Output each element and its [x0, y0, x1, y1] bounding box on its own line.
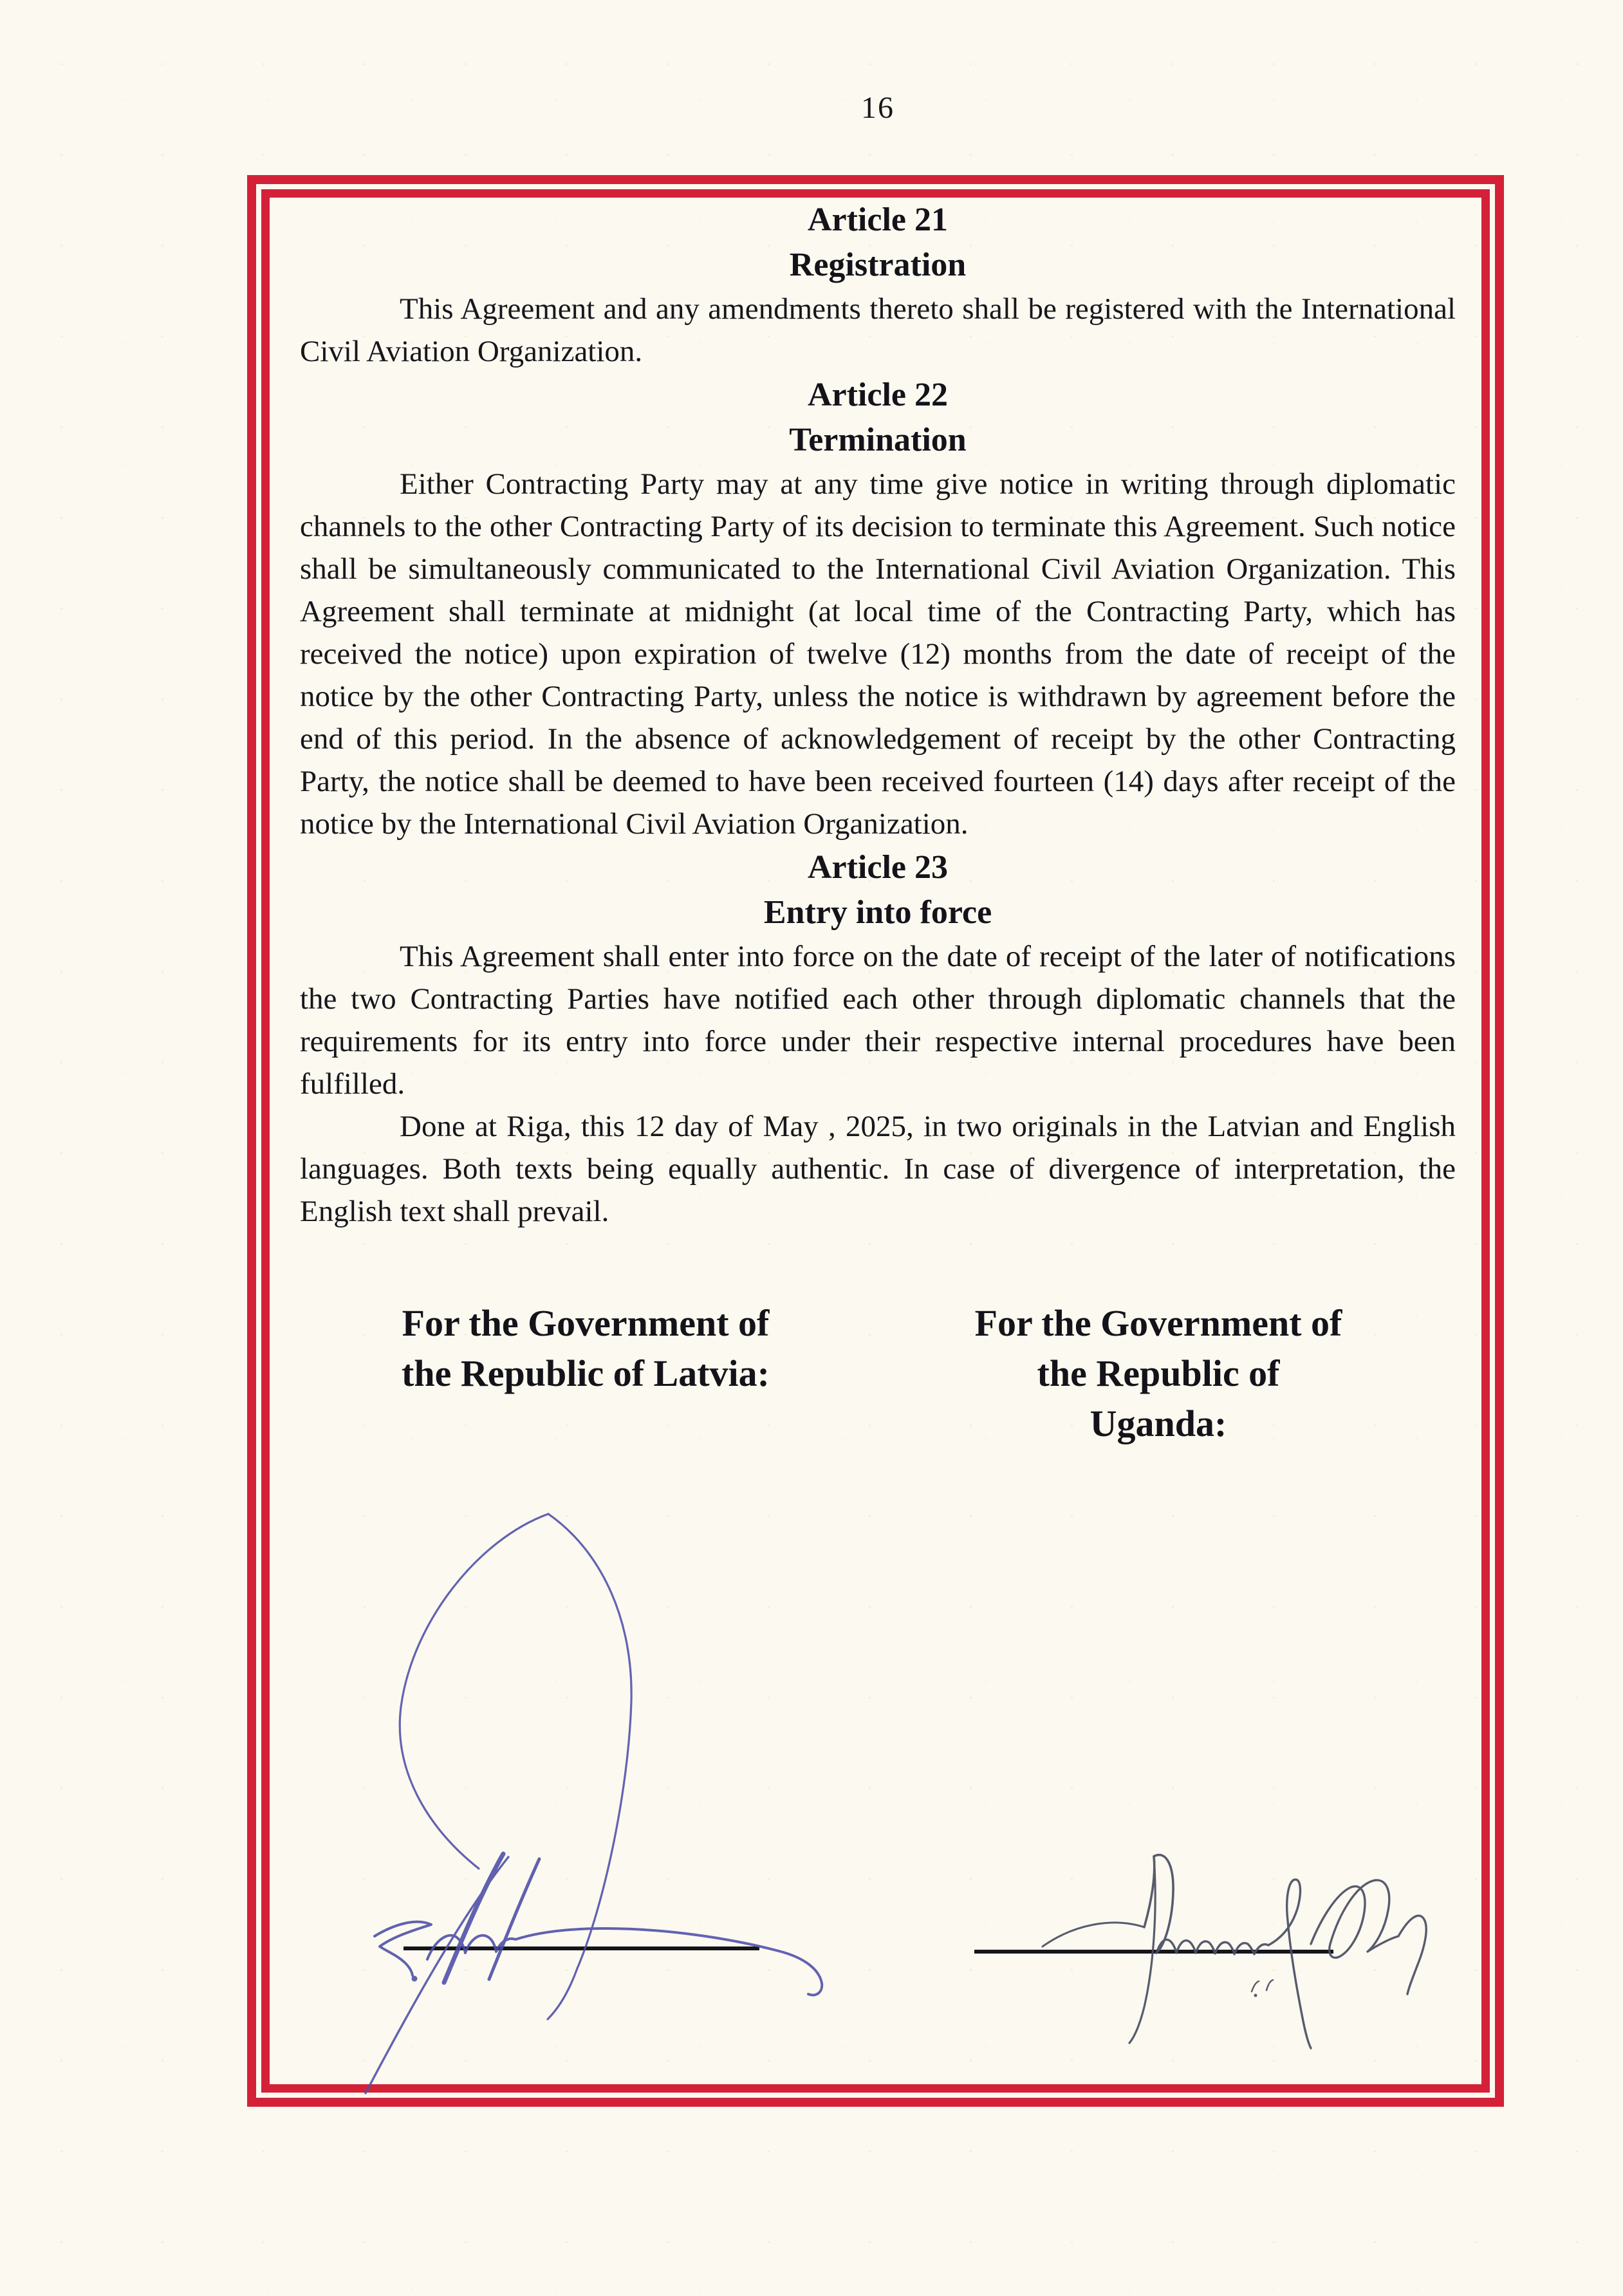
article-22-paragraph: Either Contracting Party may at any time give notice in writing through diplomatic channels to the other Contracting Party of its decision to terminate this Agreement. Such notice shall be simultaneously communicated to the International Civil Aviation Organization. This Agreement shall terminate at midnight (at local time of the Contracting Party, which has received the notice) upon expiration of twelve (12) months from the date of receipt of the notice by the other Contracting Party, unless the notice is withdrawn by agreement before the end of this period. In the absence of acknowledgement of receipt by the other Contracting Party, the notice shall be deemed to have been received fourteen (14) days after receipt of the notice by the International Civil Aviation Organization. [300, 467, 1456, 841]
article-22-title: Article 22 [807, 377, 948, 413]
signatory-uganda-line1: For the Government of [974, 1302, 1342, 1344]
article-23-heading [300, 845, 1456, 935]
article-22-subtitle: Termination [789, 422, 967, 458]
article-21-subtitle: Registration [789, 247, 967, 283]
article-22-heading [300, 373, 1456, 463]
article-21-heading [300, 198, 1456, 288]
article-21-title: Article 21 [807, 201, 948, 238]
document-content [270, 198, 1481, 2084]
page-number: 16 [861, 91, 895, 125]
signatory-uganda [965, 1298, 1351, 1449]
signatory-latvia [393, 1298, 779, 1399]
signature-row [300, 1298, 1456, 1444]
outer-red-border [247, 175, 1504, 2107]
signature-line-latvia [403, 1946, 759, 1950]
article-23-paragraph: This Agreement shall enter into force on the date of receipt of the later of notifications the two Contracting Parties have notified each other through diplomatic channels that the requirements for its entry into force under their respective internal procedures have been fulfilled. [300, 940, 1456, 1101]
signatory-uganda-line2: the Republic of Uganda: [1037, 1352, 1280, 1444]
article-23-title: Article 23 [807, 849, 948, 886]
signatory-latvia-line2: the Republic of Latvia: [402, 1352, 770, 1394]
signatory-latvia-line1: For the Government of [402, 1302, 770, 1344]
signature-line-uganda [974, 1950, 1333, 1954]
article-23-subtitle: Entry into force [763, 894, 992, 931]
article-21-paragraph: This Agreement and any amendments thereto shall be registered with the International Civil Aviation Organization. [300, 292, 1456, 368]
inner-red-border [261, 189, 1490, 2093]
closing-paragraph: Done at Riga, this 12 day of May , 2025, in two originals in the Latvian and English languages. Both texts being equally authentic. In case of divergence of interpretation, the English text shall prevail. [300, 1110, 1456, 1228]
